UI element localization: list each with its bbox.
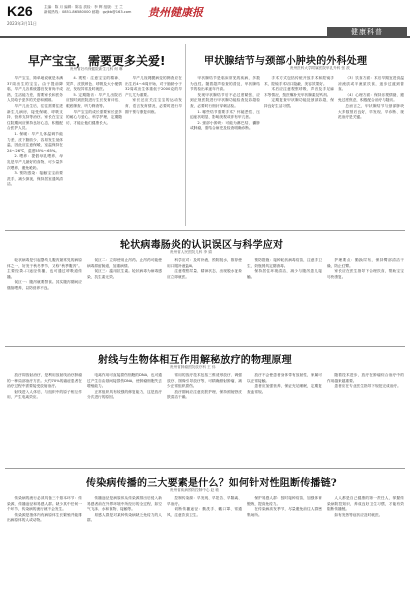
article5-column-2: 传播途径是病原体从传染源排出后侵入新易感者前在外界环境中所经历的全过程，如空气飞沫、水和食物、接触等。 易感人群是对某种传染病缺乏免疫力的人群。: [87, 496, 162, 523]
article-title-premature-baby[interactable]: 早产宝宝，需要更多关爱!: [28, 54, 166, 68]
article2-column-2: 手术方式包括传统开放手术和腔镜手术，腔镜手术切口隐蔽，美容效果好。 术后应注意观察呼吸、声音及手足麻木等情况，按医嘱补充甲状腺素及钙剂。 定期复查甲状腺功能及颈部彩超，保持良好生活习惯。: [264, 76, 334, 108]
article4-column-1: 放疗即放射治疗，是利用放射线治疗肿瘤的一种局部治疗方法。大约70%的癌症患者在治疗过程中需要接受放射治疗。 射线进入人体后，与组织中的原子相互作用，产生电离效应。: [7, 373, 82, 400]
article5-column-3: 控制传染源：早发现、早报告、早隔离、早治疗。 切断传播途径：勤洗手、戴口罩、常通风、注意饮食卫生。: [167, 496, 242, 517]
article4-column-2: 电离作用可直接损伤细胞的DNA，也可通过产生自由基间接损伤DNA，使肿瘤细胞失去增殖能力。 正常组织具有较强的修复能力，这是放疗分次进行的原因。: [87, 373, 162, 400]
article1-column-2: 4. 观察：注意宝宝的精神、哭声、皮肤颜色、呼吸及大小便情况，发现异常及时就医。 5. 定期随访：早产儿出院后应按时到医院进行生长发育评估、眼底筛查、听力筛查等。 早产宝宝的成长需要家长更多的耐心与爱心，科学护理，定期随访，才能让他们健康长大。: [66, 76, 122, 125]
article5-column-4: 保护易感人群：按时接种疫苗，加强体育锻炼，提高免疫力。 在传染病高发季节，尽量避免前往人群密集场所。: [247, 496, 322, 517]
article3-column-1: 轮状病毒是引起婴幼儿腹泻最常见的病原体之一，好发于秋冬季节，又称“秋季腹泻”。主要经粪-口途径传播，也可通过呼吸道传播。 误区一：腹泻就要禁食。其实腹泻期间应继续喂养，以防营养不良。: [7, 258, 82, 290]
column-divider: [185, 44, 186, 226]
page-number: K26: [7, 3, 33, 19]
masthead: [0, 0, 410, 36]
article-byline: 贵州省妇幼保健院新生儿科 何 琳: [70, 67, 123, 71]
section-divider: [5, 468, 405, 469]
article3-column-4: 预防措施：接种轮状病毒疫苗，注意手卫生，奶瓶餐具定期消毒。 保持居住环境清洁，减少与腹泻患儿接触。: [247, 258, 322, 279]
article-title-infectious-disease[interactable]: 传染病传播的三大要素是什么？如何针对性阻断传播链?: [86, 478, 337, 489]
article2-column-1: 甲状腺结节是临床常见的疾病，多数为良性。随着超声检查的普及，甲状腺结节的检出率逐年升高。 发现甲状腺结节后不必过度紧张，应到正规医院进行甲状腺功能检查及彩超检查，必要时行细针穿刺活检。 1. 哪些结节需要手术？怀疑恶性、压迫症状明显、影响美观或伴有甲亢者。 2. 颈部小肿块：可能为淋巴结、囊肿或肿瘤，需结合病史及检查明确诊断。: [190, 76, 260, 131]
issue-date: 2023年3月11日: [7, 21, 37, 26]
article5-column-1: 传染病的流行必须具备三个基本环节：传染源、传播途径和易感人群。缺少其中任何一个环节，传染病的流行就不会发生。 传染源是指体内有病原体生长繁殖并能排出病原体的人或动物。: [7, 496, 82, 523]
editor-line: 主编：陈 月 编辑：陈洁 质检：李 辉 组版：王 兰: [44, 5, 123, 9]
article-title-thyroid-nodule[interactable]: 甲状腺结节与颈部小肿块的外科处理: [204, 56, 368, 67]
section-tab: 健康科普: [327, 27, 407, 37]
article1-column-3: 早产儿视网膜病变的筛查应在出生后4～6周开始，对于胎龄小于32周或出生体重低于2000克的早产儿尤为重要。 家长还应关注宝宝的运动发育、语言发育情况，必要时进行早期干预与康复训练。: [125, 76, 182, 114]
article-byline: 贵州省疾病预防控制中心 赵 敏: [170, 488, 220, 492]
contact-line: 新闻热线：0851-86580000 邮箱：gzjkb@163.com: [44, 10, 132, 14]
article3-column-5: 护理要点：勤换尿布，保持臀部清洁干燥，防止红臀。 家长应在医生指导下合理饮食，帮助宝宝尽快康复。: [327, 258, 404, 279]
article-byline: 贵州省人民医院儿科 李 娟: [170, 250, 212, 254]
article4-column-5: 随着技术进步，放疗在肿瘤综合治疗中的作用越来越重要。 患者应在专业医生指导下规范完成治疗。: [327, 373, 404, 389]
article-byline: 贵州省肿瘤医院放疗科 王 伟: [170, 365, 216, 369]
article4-column-4: 放疗不会使患者身体带有放射性，家属可以正常接触。 患者应加强营养，保证充足睡眠，定期复查血常规。: [247, 373, 322, 394]
article-byline: 贵州医科大学附属医院甲乳外科 张 波: [290, 66, 350, 70]
article1-column-1: 早产宝宝，简单地说就是未满37周出生的宝宝。由于提前降临，早产儿各系统器官发育尚不成熟，生活能力差，需要家长和医务人员给予更多的关爱和照顾。 早产儿出生后，往往需要住进新生儿病房，接受保暖、呼吸支持、营养支持等治疗。家长在宝宝住院期间应保持良好心态，积极配合医护人员。 1. 保暖：早产儿体温调节能力差，皮下脂肪少，容易发生低体温，因此应注意保暖，室温保持在24～26℃，湿度55%～65%。 2. 喂养：提倡母乳喂养，母乳是早产儿最好的食物，可少量多次喂养，避免呛奶。 3. 预防感染：接触宝宝前要洗手，减少探视，保持居室通风清洁。: [7, 76, 63, 187]
article2-column-3: （3）饮食方面：术后早期宜进食温凉流质或半流质饮食，逐步过渡到普食。 （4）心理方面：保持乐观情绪，避免过度焦虑，积极配合治疗与随访。 总而言之，甲状腺结节与颈部肿块大多数预后良好，早发现、早诊断、规范治疗是关键。: [338, 76, 404, 120]
masthead-rule: [0, 36, 410, 38]
article5-column-5: 人人都是自己健康的第一责任人，掌握传染病防控知识，养成良好卫生习惯，才能有效阻断传播链。 如有发热等症状应及时就医。: [327, 496, 404, 517]
section-divider: [5, 346, 405, 347]
article4-column-3: 常用的放疗技术包括三维适形放疗、调强放疗、图像引导放疗等，可精确照射肿瘤，减少正常组织损伤。 放疗期间应注意皮肤护理，保持照射野皮肤清洁干燥。: [167, 373, 242, 400]
newspaper-logo: 贵州健康报: [148, 6, 203, 19]
article3-column-3: 科学应对：及时补液，预防脱水，推荐使用口服补液盐Ⅲ。 注意观察尿量、精神状态，出现脱水征象应立即就医。: [167, 258, 242, 279]
article-title-rotavirus[interactable]: 轮状病毒肠炎的认识误区与科学应对: [120, 240, 284, 251]
section-divider: [5, 230, 405, 231]
article3-column-2: 误区二：立即使用止泻药。止泻药可能使病毒滞留肠道，加重病情。 误区三：滥用抗生素。轮状病毒为病毒感染，抗生素无效。: [87, 258, 162, 279]
article-title-radiotherapy[interactable]: 射线与生物体相互作用解秘放疗的物理原理: [98, 355, 292, 366]
